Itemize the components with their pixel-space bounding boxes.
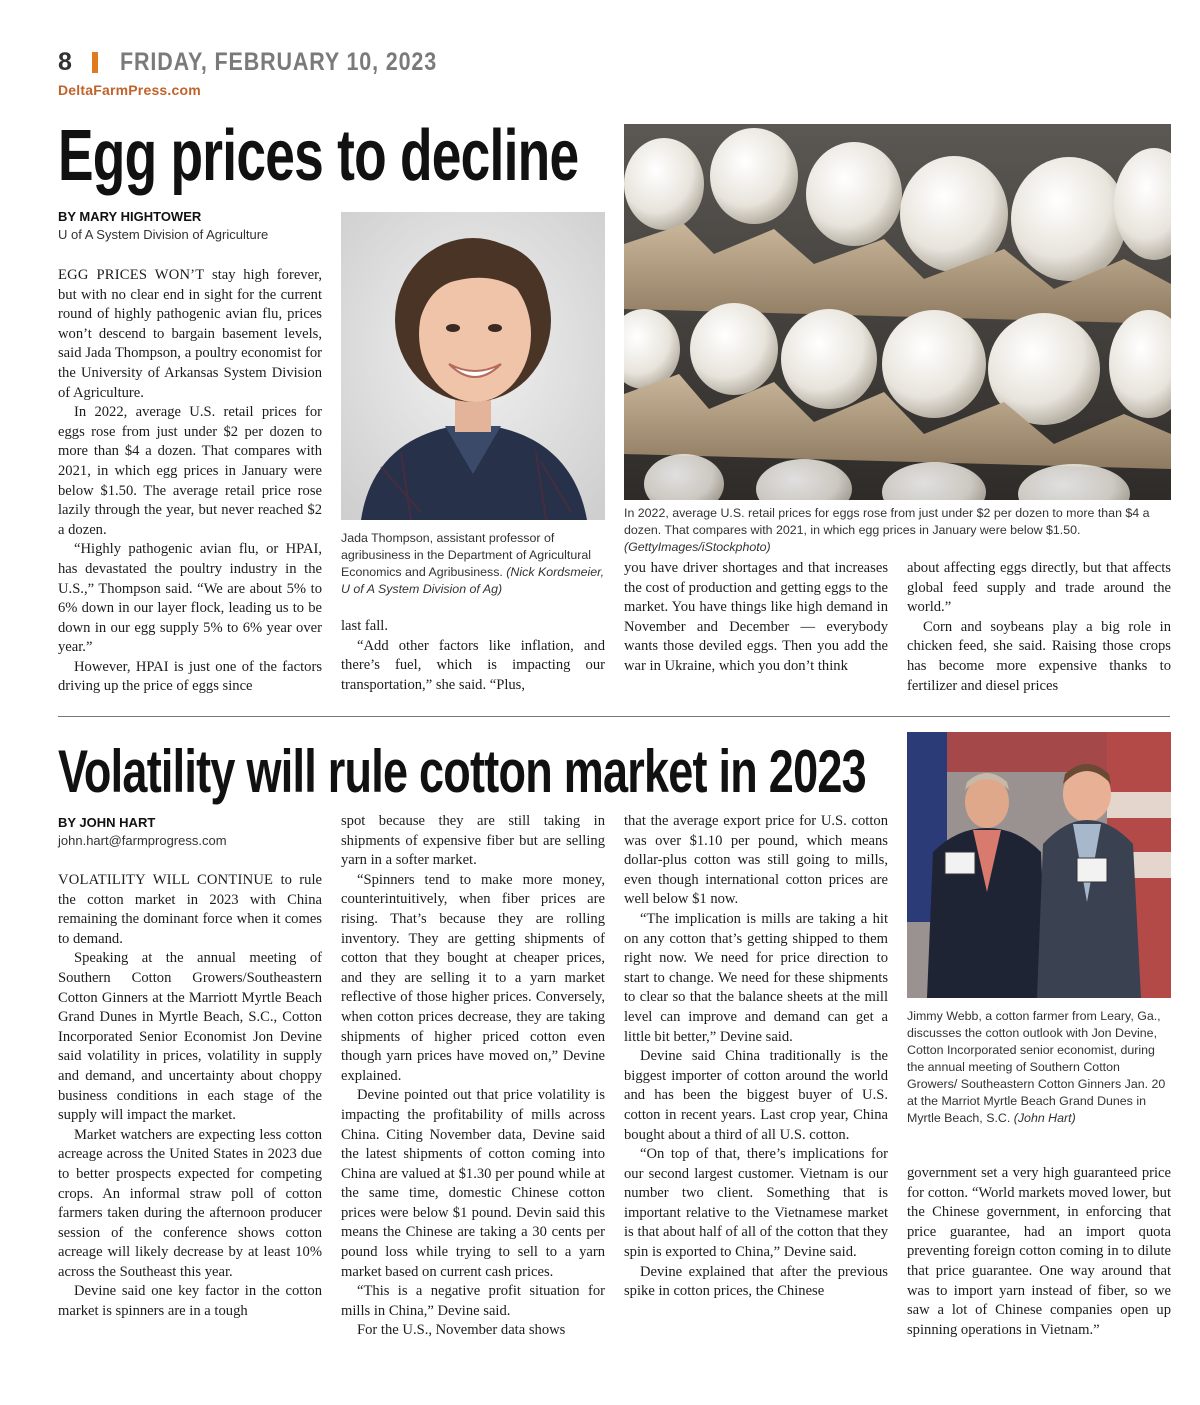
caption-text: In 2022, average U.S. retail prices for eggs rose from just under $2 per dozen to more than $4 a dozen. That compares with 2021, in which egg prices in January were below $1.50. bbox=[624, 506, 1150, 537]
article2-column-3 bbox=[624, 812, 888, 1302]
paragraph: “Add other factors like inflation, and there’s fuel, which is impacting our transportation,” she said. “Plus, bbox=[341, 637, 605, 693]
lead-caps: EGG PRICES WON’T bbox=[58, 267, 205, 283]
photo-credit: (Nick Kordsmeier, U of A System Division of Ag) bbox=[341, 565, 605, 596]
paragraph: However, HPAI is just one of the factors driving up the price of eggs since bbox=[58, 658, 322, 695]
article-divider bbox=[58, 716, 1170, 717]
paragraph: last fall. bbox=[341, 618, 389, 634]
paragraph: “This is a negative profit situation for mills in China,” Devine said. bbox=[341, 1283, 605, 1319]
article1-column-2 bbox=[341, 617, 605, 695]
paragraph: “The implication is mills are taking a hit on any cotton that’s getting shipped to them right now. We need for price direction to start to change. We need for these shipments to clear so that the balance sheets at the mill level can improve and demand can get a little bit better,” Devine said. bbox=[624, 910, 888, 1045]
article2-lead-paragraph bbox=[58, 871, 322, 949]
article1-column-1 bbox=[58, 266, 322, 697]
article1-byline: BY MARY HIGHTOWER bbox=[58, 209, 202, 224]
photo-credit: (GettyImages/iStockphoto) bbox=[624, 540, 771, 554]
article1-headline: Egg prices to decline bbox=[58, 116, 579, 196]
lead-text: stay high forever, but with no clear end in sight for the current round of highly pathogenic avian flu, prices won’t descend to bargain basement levels, said Jada Thompson, a poultry economist for the University of Arkansas System Division of Agriculture. bbox=[58, 267, 322, 401]
paragraph: Devine pointed out that price volatility is impacting the profitability of mills across China. Citing November data, Devine said the latest shipments of cotton coming into China are valued at $1.30 per pound while at the same time, domestic Chinese cotton prices were below $1 pound. Devin said this means the Chinese are taking a 30 cents per pound loss while trying to sell to a yarn market based on current cash prices. bbox=[341, 1087, 605, 1280]
paragraph: “Highly pathogenic avian flu, or HPAI, has devastated the poultry industry in the U.S.,” Thompson said. “We are about 5% to 6% down in our layer flock, leading us to be down in our egg supply 5% to 6% year over year.” bbox=[58, 541, 322, 656]
paragraph: spot because they are still taking in shipments of expensive fiber but are selling yarn in a softer market. bbox=[341, 813, 605, 869]
eggs-photo bbox=[624, 124, 1171, 500]
article1-column-3 bbox=[624, 559, 888, 677]
paragraph: Market watchers are expecting less cotton acreage across the United States in 2023 due to better prospects expected for competing crops. An informal straw poll of cotton farmers taken during the afternoon producer session of the conference shows cotton acreage will likely decrease by at least 10% across the Southeast this year. bbox=[58, 1126, 322, 1280]
article2-email: john.hart@farmprogress.com bbox=[58, 833, 227, 848]
article2-column-1 bbox=[58, 871, 322, 1322]
paragraph: Devine said one key factor in the cotton market is spinners are in a tough bbox=[58, 1283, 322, 1320]
photo-credit: (John Hart) bbox=[1013, 1111, 1076, 1125]
paragraph: “On top of that, there’s implications for our second largest customer. Vietnam is our number two client. Something that is important relative to the Vietnamese market is that about half of all of the cotton that they spin is exported to China,” Devine said. bbox=[624, 1146, 888, 1261]
issue-date: FRIDAY, FEBRUARY 10, 2023 bbox=[120, 47, 438, 76]
paragraph: In 2022, average U.S. retail prices for eggs rose from just under $2 per dozen to more than $4 a dozen. That compares with 2021, in which egg prices in January were below $1.50. The average retail price rose lazily through the year, but never reached $2 a dozen. bbox=[58, 404, 322, 538]
lead-caps: VOLATILITY WILL CONTINUE bbox=[58, 872, 274, 888]
portrait-caption bbox=[341, 530, 605, 598]
paragraph: Speaking at the annual meeting of Southern Cotton Growers/Southeastern Cotton Ginners at the Marriott Myrtle Beach Grand Dunes in Myrtle Beach, S.C., Cotton Incorporated Senior Economist Jon Devine said volatility in prices, volatility in supply and demand, and uncertainty about choppy business conditions in each stage of the supply will impact the market. bbox=[58, 950, 322, 1124]
article2-byline: BY JOHN HART bbox=[58, 815, 156, 830]
article1-column-4 bbox=[907, 559, 1171, 696]
paragraph: government set a very high guaranteed price for cotton. “World markets moved lower, but the Chinese government, in enforcing that price guarantee, had an import quota preventing foreign cotton coming in to dilute that price guarantee. One way around that was to import yarn instead of fiber, so we saw a lot of Chinese companies open up spinning operations in Vietnam.” bbox=[907, 1165, 1171, 1338]
caption-text: Jimmy Webb, a cotton farmer from Leary, Ga., discusses the cotton outlook with Jon Devine, Cotton Incorporated senior economist, during the annual meeting of Southern Cotton Growers/ Southeastern Cotton Ginners Jan. 20 at the Marriot Myrtle Beach Grand Dunes in Myrtle Beach, S.C. bbox=[907, 1009, 1166, 1125]
page-number: 8 bbox=[58, 47, 73, 76]
portrait-photo bbox=[341, 212, 605, 520]
paragraph: “Spinners tend to make more money, counterintuitively, when fiber prices are rising. That’s because they are rolling inventory. They are getting shipments of cotton that they bought at cheaper prices, and they are selling it to a yarn market reflective of those higher prices. Conversely, when cotton prices decrease, they are taking shipments of higher priced cotton even though yarn prices have moved on,” Devine explained. bbox=[341, 871, 605, 1084]
paragraph: that the average export price for U.S. cotton was over $1.10 per pound, which means dollar-plus cotton was still going to mills, even though international cotton prices are well below $1 now. bbox=[624, 813, 888, 908]
article2-headline: Volatility will rule cotton market in 2023 bbox=[58, 738, 866, 805]
paragraph: Corn and soybeans play a big role in chicken feed, she said. Raising those crops has become more expensive thanks to fertilizer and diesel prices bbox=[907, 618, 1171, 694]
eggs-caption bbox=[624, 505, 1171, 556]
paragraph: about affecting eggs directly, but that affects global feed supply and trade around the world.” bbox=[907, 560, 1171, 616]
paragraph: For the U.S., November data shows bbox=[357, 1322, 566, 1339]
folio-divider bbox=[92, 52, 98, 73]
article2-column-4 bbox=[907, 1164, 1171, 1340]
lead-text: to rule the cotton market in 2023 with China remaining the dominant force when it comes to demand. bbox=[58, 872, 322, 947]
site-name: DeltaFarmPress.com bbox=[58, 82, 201, 98]
article1-lead-paragraph bbox=[58, 266, 322, 403]
article2-column-2 bbox=[341, 812, 605, 1341]
paragraph: Devine explained that after the previous spike in cotton prices, the Chinese bbox=[624, 1263, 888, 1300]
cotton-photo-caption bbox=[907, 1008, 1171, 1127]
paragraph: Devine said China traditionally is the biggest importer of cotton around the world and has been the biggest buyer of U.S. cotton in recent years. Last crop year, China bought about a third of all U.S. cotton. bbox=[624, 1048, 888, 1143]
article1-affiliation: U of A System Division of Agriculture bbox=[58, 227, 269, 242]
page-folio bbox=[58, 46, 489, 78]
paragraph: you have driver shortages and that increases the cost of production and getting eggs to the market. You have things like high demand in November and December — everybody wants those deviled eggs. Then you add the war in Ukraine, which you don’t think bbox=[624, 560, 888, 674]
cotton-meeting-photo bbox=[907, 732, 1171, 998]
caption-text: Jada Thompson, assistant professor of agribusiness in the Department of Agricultural Economics and Agribusiness. bbox=[341, 531, 592, 579]
